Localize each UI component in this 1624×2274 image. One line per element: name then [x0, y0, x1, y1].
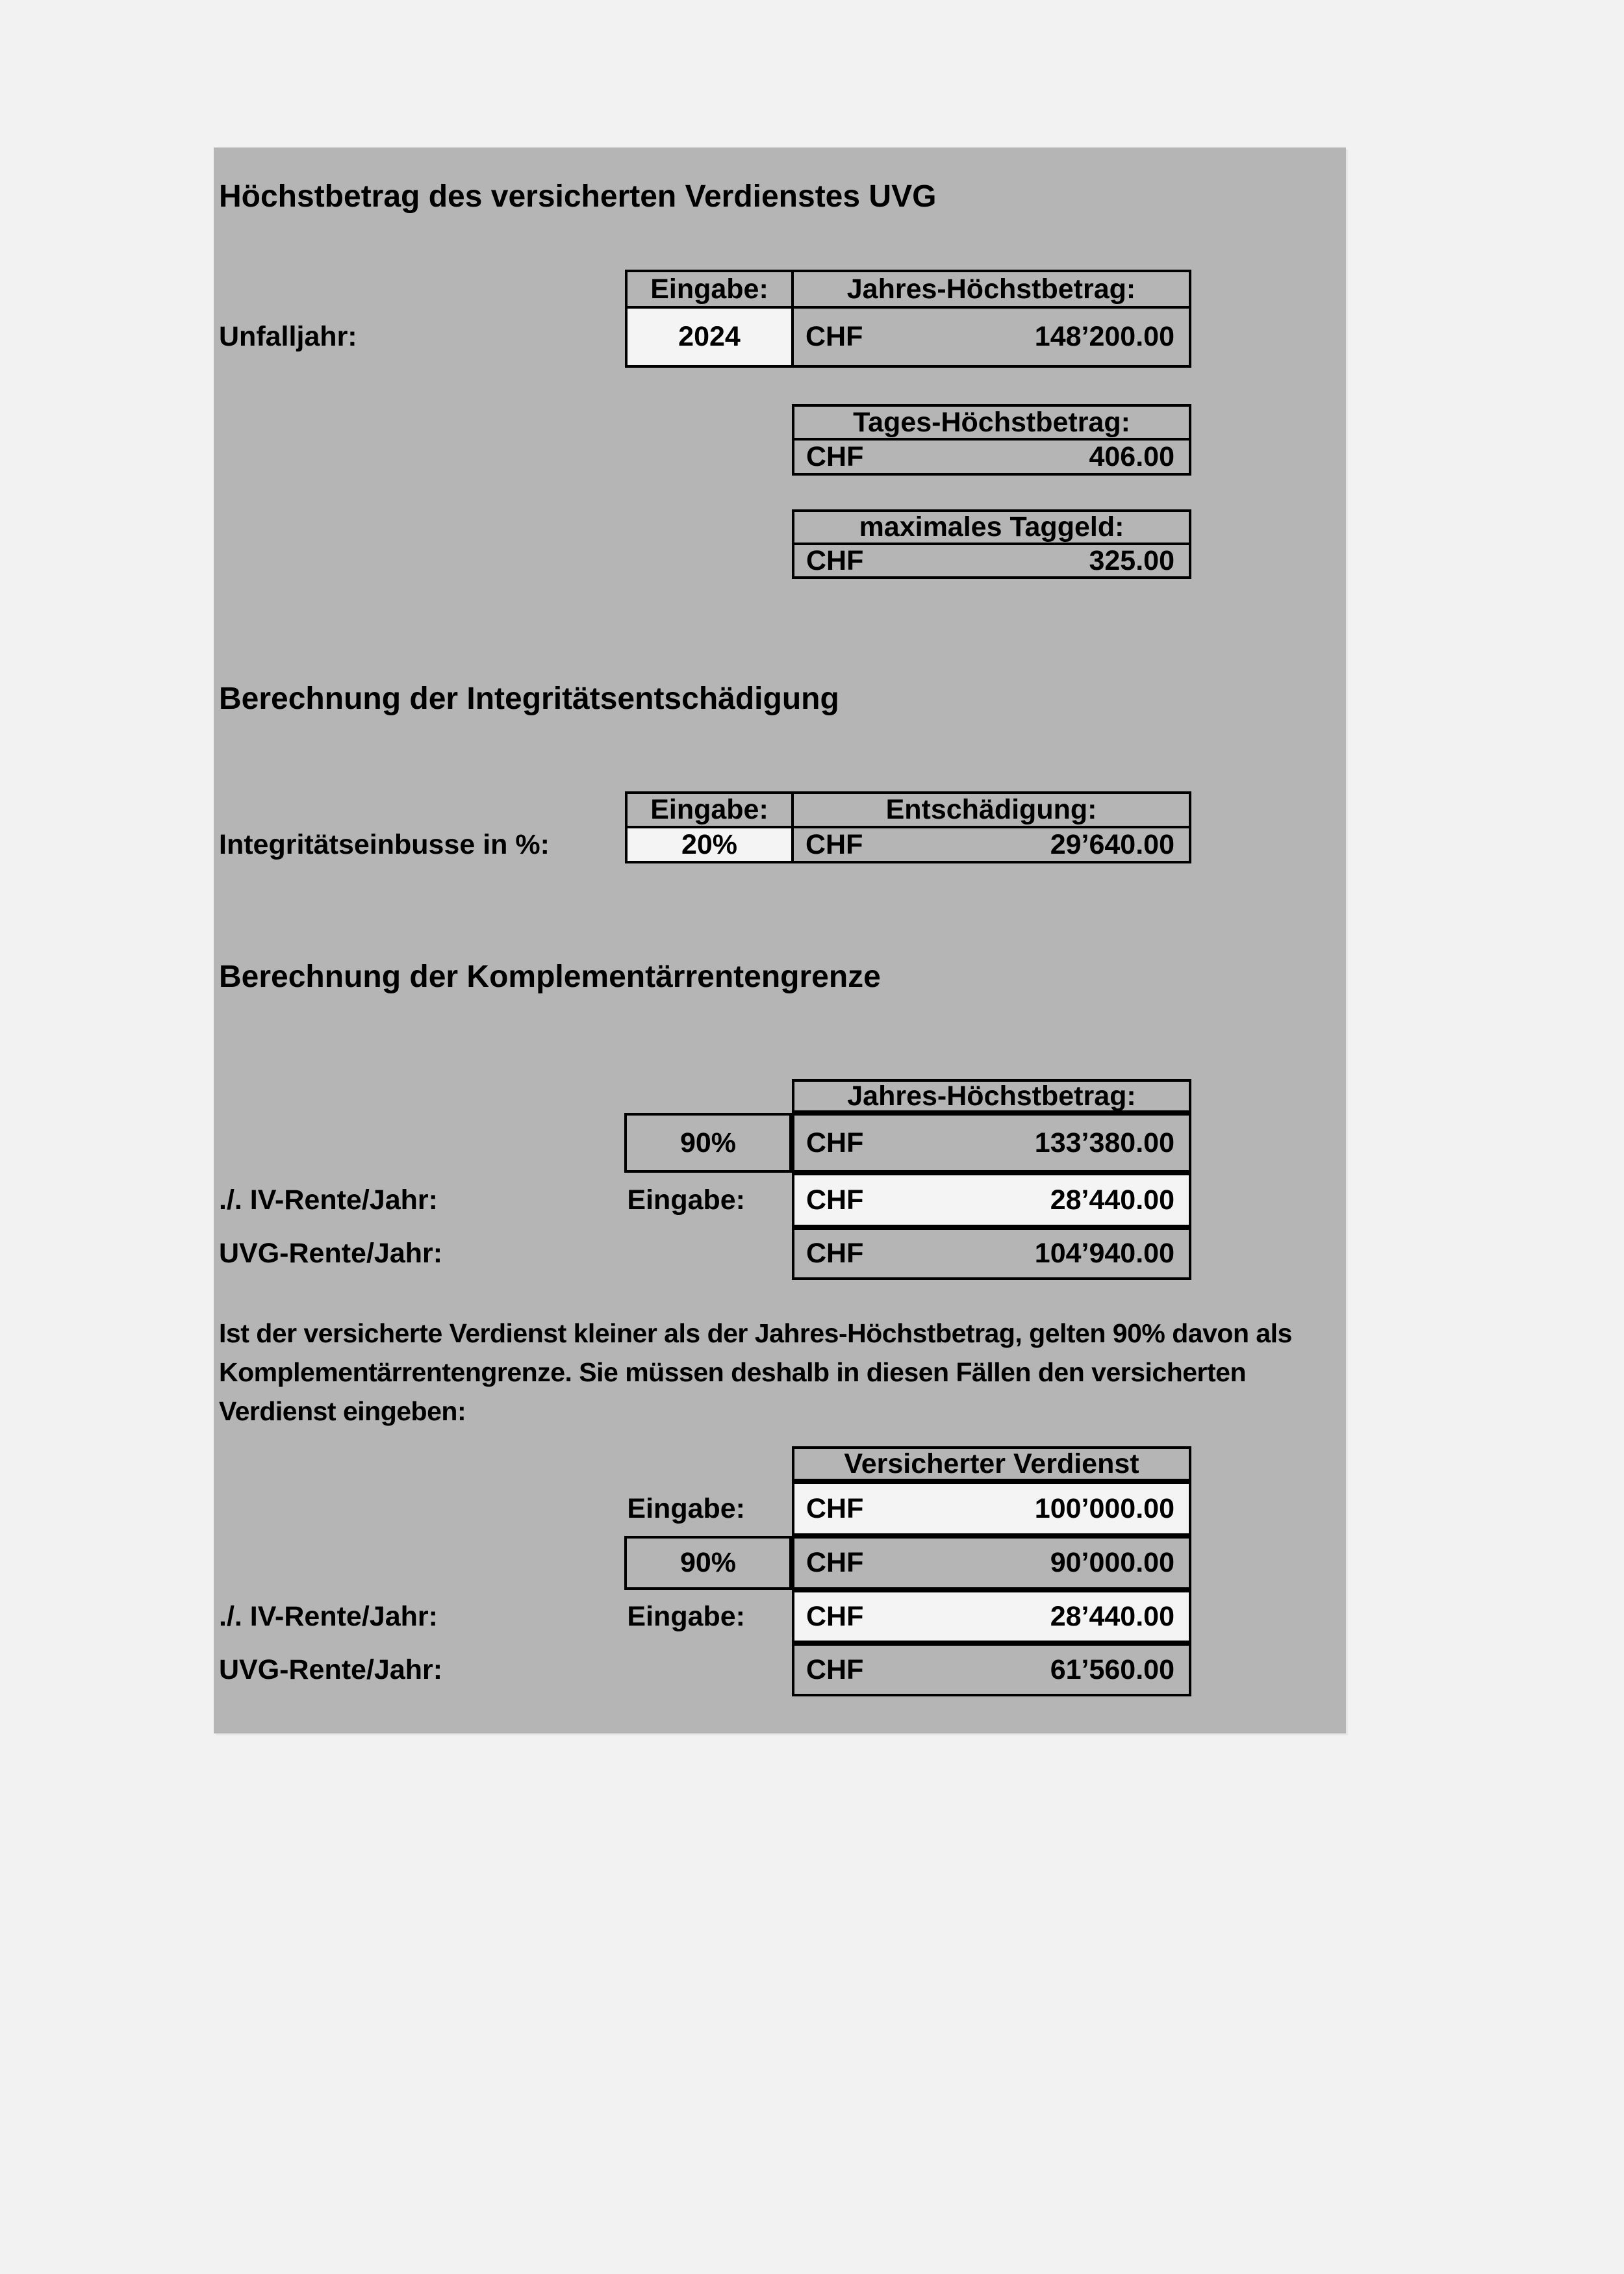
verdienst-input-row[interactable] — [792, 1481, 1191, 1536]
verdienst-iv-input-row[interactable] — [792, 1590, 1191, 1643]
iv-rente-label: ./. IV-Rente/Jahr: — [219, 1184, 438, 1216]
integritaetseinbusse-label: Integritätseinbusse in %: — [219, 829, 550, 860]
annual-max-table — [625, 270, 1191, 368]
eingabe-label: Eingabe: — [627, 1601, 745, 1632]
grenze-jahres-header-box: Jahres-Höchstbetrag: — [792, 1079, 1191, 1113]
verdienst-90-row — [792, 1536, 1191, 1590]
tages-hoechstbetrag-header: Tages-Höchstbetrag: — [853, 406, 1130, 438]
currency-label: CHF — [806, 441, 864, 472]
grenze-percent-box: 90% — [624, 1113, 792, 1173]
currency-label: CHF — [806, 1492, 864, 1524]
versicherter-verdienst-header-box: Versicherter Verdienst — [792, 1446, 1191, 1481]
amount-value: 104’940.00 — [1034, 1238, 1174, 1269]
amount-value: 90’000.00 — [1050, 1547, 1174, 1578]
currency-label: CHF — [806, 545, 864, 576]
verdienst-uvg-row — [792, 1643, 1191, 1696]
amount-value: 61’560.00 — [1050, 1654, 1174, 1685]
uvg-rente-label: UVG-Rente/Jahr: — [219, 1654, 443, 1685]
taggeld-table — [792, 509, 1191, 579]
note-text — [219, 1314, 1292, 1431]
taggeld-header: maximales Taggeld: — [859, 511, 1124, 543]
currency-label: CHF — [806, 1184, 864, 1216]
eingabe-header: Eingabe: — [650, 794, 768, 825]
currency-label: CHF — [806, 1600, 864, 1632]
entschaedigung-header: Entschädigung: — [791, 794, 1189, 826]
currency-label: CHF — [806, 1127, 864, 1158]
year-input-cell[interactable]: 2024 — [628, 306, 791, 365]
entschaedigung-amount-cell — [791, 826, 1189, 861]
daily-max-table — [792, 404, 1191, 476]
section3-title: Berechnung der Komplementärrentengrenze — [219, 960, 881, 994]
annual-amount-cell — [791, 306, 1189, 365]
grenze-annual-row — [792, 1113, 1191, 1173]
amount-value: 148’200.00 — [1034, 321, 1174, 352]
jahres-hoechstbetrag-header: Jahres-Höchstbetrag: — [791, 272, 1189, 306]
percent-input-cell[interactable]: 20% — [628, 826, 791, 861]
uvg-rente-row — [792, 1227, 1191, 1280]
currency-label: CHF — [806, 1547, 864, 1578]
amount-value: 406.00 — [1089, 441, 1174, 472]
eingabe-header: Eingabe: — [650, 273, 768, 305]
amount-value: 133’380.00 — [1034, 1127, 1174, 1158]
section2-title: Berechnung der Integritätsentschädigung — [219, 682, 839, 716]
currency-label: CHF — [806, 828, 863, 860]
currency-label: CHF — [806, 1654, 864, 1685]
eingabe-label: Eingabe: — [627, 1184, 745, 1216]
iv-rente-input-row[interactable] — [792, 1173, 1191, 1227]
iv-rente-label: ./. IV-Rente/Jahr: — [219, 1601, 438, 1632]
note-line: Ist der versicherte Verdienst kleiner als der Jahres-Höchstbetrag, gelten 90% davon als — [219, 1318, 1292, 1348]
content-panel — [214, 147, 1346, 1733]
amount-value: 28’440.00 — [1050, 1600, 1174, 1632]
unfalljahr-label: Unfalljahr: — [219, 321, 357, 352]
currency-label: CHF — [806, 1238, 864, 1269]
amount-value: 325.00 — [1089, 545, 1174, 576]
note-line: Verdienst eingeben: — [219, 1396, 466, 1426]
amount-value: 28’440.00 — [1050, 1184, 1174, 1216]
eingabe-label: Eingabe: — [627, 1493, 745, 1524]
amount-value: 100’000.00 — [1034, 1492, 1174, 1524]
taggeld-amount-cell — [794, 543, 1189, 577]
section1-title: Höchstbetrag des versicherten Verdienstes UVG — [219, 179, 937, 214]
note-line: Komplementärrentengrenze. Sie müssen deshalb in diesen Fällen den versicherten — [219, 1357, 1247, 1387]
amount-value: 29’640.00 — [1050, 828, 1174, 860]
uvg-rente-label: UVG-Rente/Jahr: — [219, 1238, 443, 1269]
currency-label: CHF — [806, 321, 863, 352]
verdienst-percent-box: 90% — [624, 1536, 792, 1590]
integritaet-table — [625, 791, 1191, 863]
daily-amount-cell — [794, 438, 1189, 473]
